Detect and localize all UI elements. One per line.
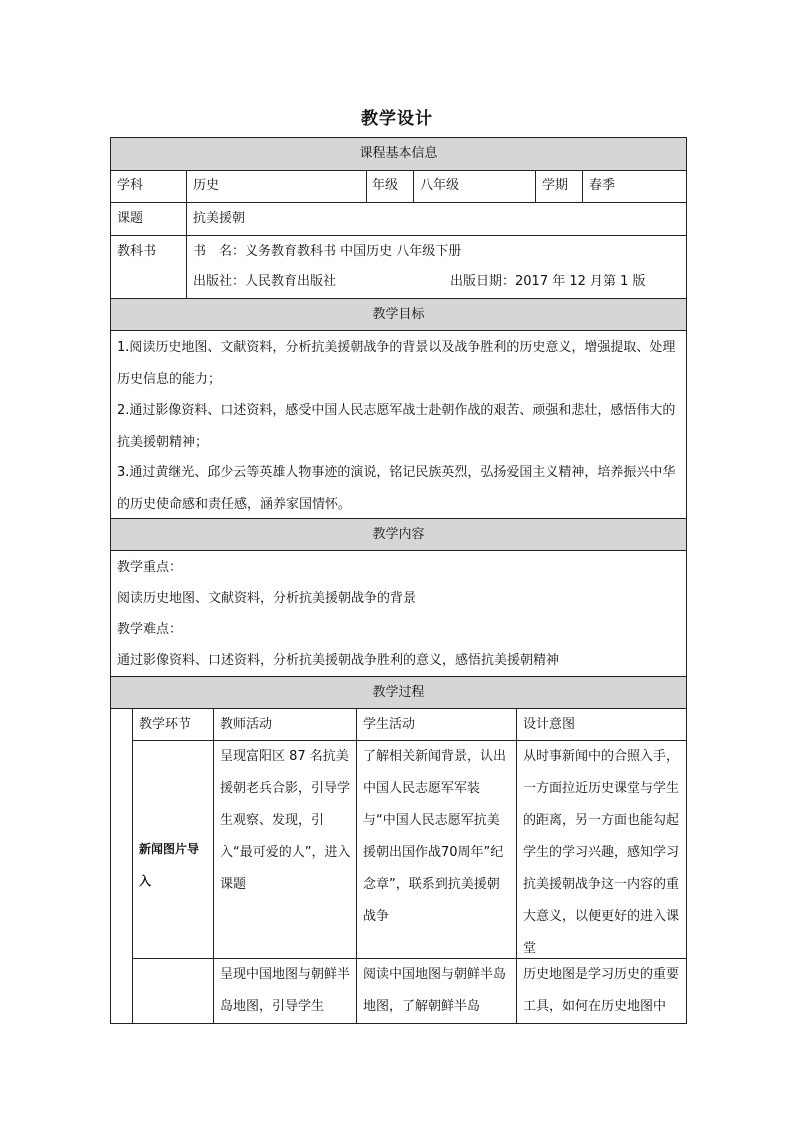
difficult-point-text: 通过影像资料、口述资料，分析抗美援朝战争胜利的意义，感悟抗美援朝精神 [117, 653, 560, 668]
rule [110, 330, 687, 331]
term-label: 学期 [542, 178, 569, 193]
rule [110, 676, 687, 677]
grade-value: 八年级 [420, 178, 460, 193]
subject-label: 学科 [117, 178, 144, 193]
student-activity-cell: 了解相关新闻背景，认出中国人民志愿军军装与“中国人民志愿军抗美援朝出国作战70周年”纪念章”，联系到抗美援朝战争 [363, 749, 507, 924]
stage-cell: 新闻图片导入 [139, 842, 200, 888]
rule [110, 202, 687, 203]
textbook-publish-date: 出版日期：2017 年 12 月第 1 版 [450, 274, 646, 289]
rule [582, 170, 583, 202]
textbook-publisher: 出版社：人民教育出版社 [193, 274, 337, 289]
topic-label: 课题 [117, 211, 144, 226]
term-value: 春季 [589, 178, 616, 193]
rule [110, 298, 687, 299]
column-header-student: 学生活动 [363, 717, 416, 732]
rule [186, 170, 187, 298]
design-intent-cell: 从时事新闻中的合照入手，一方面拉近历史课堂与学生的距离，另一方面也能勾起学生的学习兴趣，感知学习抗美援朝战争这一内容的重大意义，以便更好的进入课堂 [523, 749, 680, 956]
column-header-teacher: 教师活动 [220, 717, 273, 732]
textbook-name: 书 名：义务教育教科书 中国历史 八年级下册 [193, 244, 462, 259]
rule [413, 170, 414, 202]
teacher-activity-cell: 呈现富阳区 87 名抗美援朝老兵合影，引导学生观察、发现，引入“最可爱的人”，进入课题 [220, 749, 351, 892]
rule [366, 170, 367, 202]
rule [213, 708, 214, 1024]
document-title: 教学设计 [361, 109, 433, 129]
textbook-label: 教科书 [117, 244, 157, 259]
design-intent-cell: 历史地图是学习历史的重要工具，如何在历史地图中 [523, 967, 680, 1014]
subject-value: 历史 [193, 178, 220, 193]
key-point-label: 教学重点： [117, 560, 183, 575]
rule [516, 708, 517, 1024]
teacher-activity-cell: 呈现中国地图与朝鲜半岛地图，引导学生 [220, 967, 351, 1014]
objective-item: 2.通过影像资料、口述资料，感受中国人民志愿军战士赴朝作战的艰苦、顽强和悲壮，感悟伟大的抗美援朝精神； [117, 403, 676, 450]
column-header-stage: 教学环节 [139, 717, 192, 732]
key-point-text: 阅读历史地图、文献资料，分析抗美援朝战争的背景 [117, 591, 417, 606]
objectives-header: 教学目标 [372, 307, 425, 322]
rule [110, 235, 687, 236]
grade-label: 年级 [372, 178, 399, 193]
process-header: 教学过程 [372, 685, 425, 700]
basic-info-header: 课程基本信息 [359, 146, 438, 161]
rule [132, 708, 133, 1024]
objective-item: 1.阅读历史地图、文献资料，分析抗美援朝战争的背景以及战争胜利的历史意义，增强提取、处理历史信息的能力； [117, 340, 676, 387]
objective-item: 3.通过黄继光、邱少云等英雄人物事迹的演说，铭记民族英烈，弘扬爱国主义精神，培养振兴中华的历史使命感和责任感，涵养家国情怀。 [117, 465, 676, 512]
content-header: 教学内容 [372, 527, 425, 542]
rule [356, 708, 357, 1024]
rule [110, 708, 687, 709]
rule [110, 170, 687, 171]
rule [535, 170, 536, 202]
column-header-intent: 设计意图 [523, 717, 576, 732]
difficult-point-label: 教学难点： [117, 622, 183, 637]
student-activity-cell: 阅读中国地图与朝鲜半岛地图，了解朝鲜半岛 [363, 967, 507, 1014]
topic-value: 抗美援朝 [193, 211, 246, 226]
rule [110, 550, 687, 551]
